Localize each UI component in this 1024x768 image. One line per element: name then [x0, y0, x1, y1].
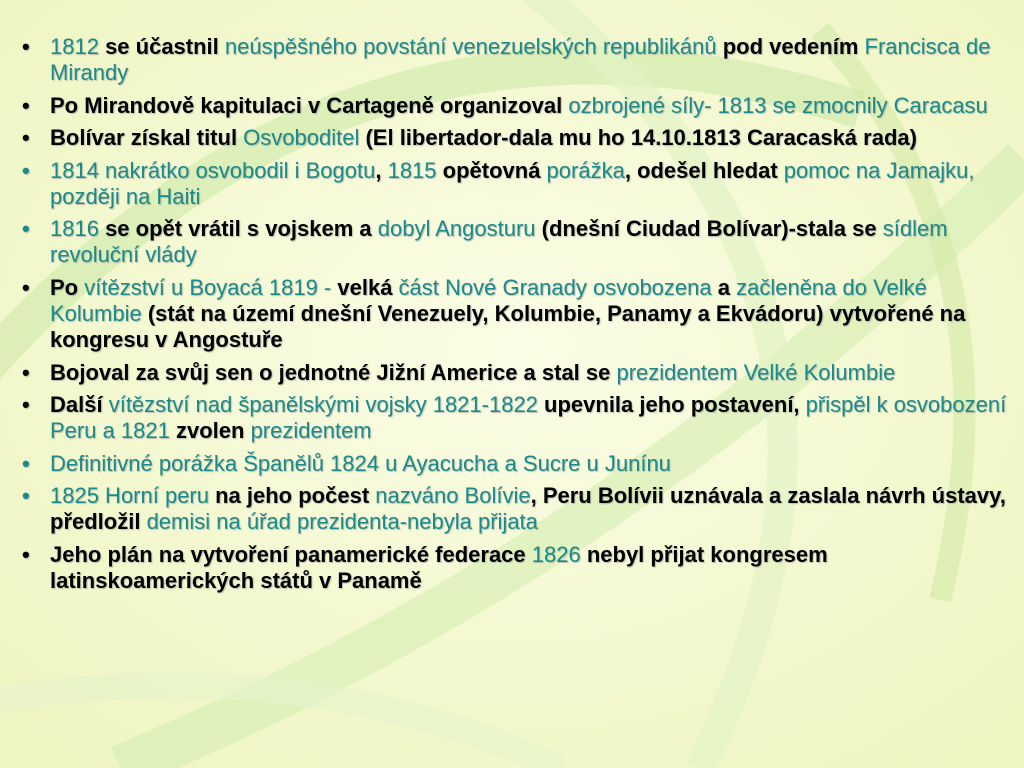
bullet-marker: • [22, 157, 30, 183]
highlight-text: porážka [546, 157, 625, 183]
highlight-text: vítězství nad španělskými vojsky 1821-1822 [108, 392, 538, 418]
bullet-list [20, 34, 1010, 594]
bullet-item [20, 392, 1010, 444]
highlight-text: nazváno Bolívie [375, 483, 531, 509]
body-text: se opět vrátil s vojskem a [98, 216, 378, 242]
highlight-text: 1815 [387, 157, 437, 183]
bullet-marker: • [22, 359, 30, 385]
body-text: se účastnil [98, 34, 225, 59]
body-text: (El libertador-dala mu ho 14.10.1813 Caracaská rada) [359, 125, 917, 151]
body-text: (dnešní Ciudad Bolívar)-stala se [535, 216, 883, 242]
bullet-marker: • [22, 125, 30, 151]
body-text: velká [331, 274, 399, 300]
highlight-text: neúspěšného povstání venezuelských republikánů [224, 34, 717, 59]
body-text: , Peru Bolívii uznávala a zaslala návrh ústavy, předložil [50, 483, 1006, 535]
bullet-marker: • [22, 216, 30, 242]
bullet-item [20, 360, 1010, 386]
body-text: Po [50, 274, 85, 300]
bullet-marker: • [22, 92, 30, 118]
bullet-marker: • [22, 483, 30, 509]
body-text: nebyl přijat kongresem latinskoamerických států v Panamě [50, 541, 828, 593]
body-text: Bojoval za svůj sen o jednotné Jižní Americe a stal se [50, 359, 617, 385]
highlight-text: 1816 [50, 216, 99, 242]
highlight-text: demisi na úřad prezidenta-nebyla přijata [146, 509, 538, 535]
highlight-text: pomoc na Jamajku, později na Haiti [50, 157, 975, 209]
highlight-text: Definitivné porážka Španělů 1824 u Ayacucha a Sucre u Junínu [50, 450, 671, 476]
body-text: pod vedením [716, 34, 865, 59]
bullet-item [20, 275, 1010, 353]
bullet-marker: • [22, 541, 30, 567]
bullet-item [20, 216, 1010, 268]
body-text: , odešel hledat [624, 157, 784, 183]
body-text: a [711, 274, 737, 300]
highlight-text: Osvoboditel [243, 125, 360, 151]
slide-content [20, 34, 1010, 601]
highlight-text: prezidentem [250, 418, 372, 444]
bullet-item [20, 125, 1010, 151]
body-text: (stát na území dnešní Venezuely, Kolumbie, Panamy a Ekvádoru) vytvořené na kongresu v Angostuře [50, 300, 966, 352]
body-text: Jeho plán na vytvoření panamerické federace [50, 541, 532, 567]
highlight-text: ozbrojené síly- 1813 se zmocnily Caracasu [568, 92, 988, 118]
highlight-text: sídlem revoluční vlády [50, 216, 948, 268]
highlight-text: 1826 [531, 541, 581, 567]
bullet-item [20, 93, 1010, 119]
highlight-text: 1812 [50, 34, 99, 59]
highlight-text: 1814 nakrátko osvobodil i Bogotu [50, 157, 376, 183]
bullet-item [20, 158, 1010, 210]
body-text: zvolen [169, 418, 251, 444]
highlight-text: dobyl Angosturu [377, 216, 536, 242]
bullet-marker: • [22, 274, 30, 300]
highlight-text: 1825 Horní peru [50, 483, 209, 509]
highlight-text: vítězství u Boyacá 1819 - [84, 274, 332, 300]
bullet-item [20, 483, 1010, 535]
bullet-marker: • [22, 450, 30, 476]
body-text: Bolívar získal titul [50, 125, 244, 151]
bullet-item [20, 542, 1010, 594]
body-text: , [375, 157, 388, 183]
body-text: Další [50, 392, 109, 418]
highlight-text: přispěl k osvobození Peru a 1821 [50, 392, 1007, 444]
bullet-item [20, 451, 1010, 477]
body-text: na jeho počest [209, 483, 376, 509]
highlight-text: prezidentem Velké Kolumbie [616, 359, 896, 385]
body-text: upevnila jeho postavení, [537, 392, 806, 418]
highlight-text: část Nové Granady osvobozena [398, 274, 712, 300]
bullet-item [20, 34, 1010, 86]
highlight-text: Francisca de Mirandy [50, 34, 991, 85]
bullet-marker: • [22, 34, 30, 59]
bullet-marker: • [22, 392, 30, 418]
body-text: opětovná [436, 157, 547, 183]
body-text: Po Mirandově kapitulaci v Cartageně organizoval [50, 92, 569, 118]
highlight-text: začleněna do Velké Kolumbie [50, 274, 927, 326]
